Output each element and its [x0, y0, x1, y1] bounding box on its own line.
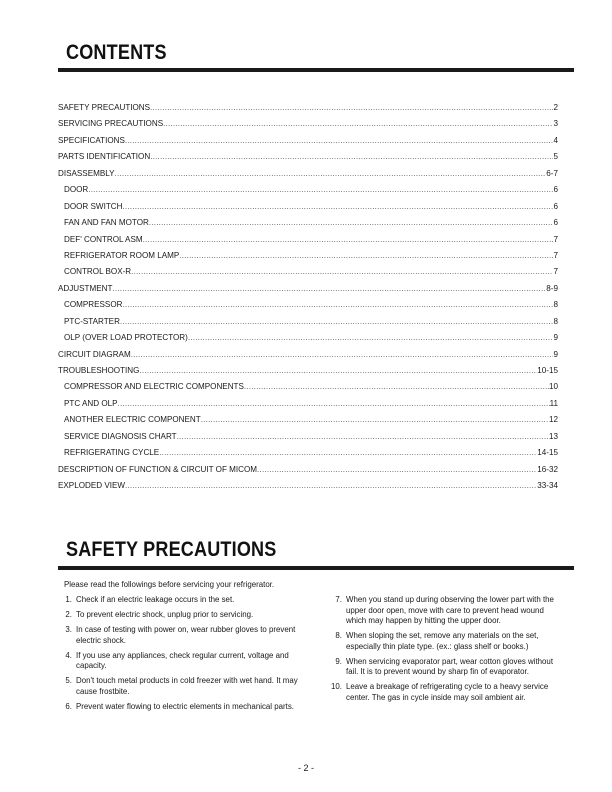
toc-entry-label: SERVICING PRECAUTIONS — [58, 119, 164, 129]
toc-subentry[interactable] — [58, 199, 558, 215]
safety-item-text: Check if an electric leakage occurs in the set. — [76, 595, 235, 604]
toc-entry-page: 6 — [553, 218, 558, 228]
safety-item-number: 9. — [335, 656, 342, 666]
safety-item — [326, 682, 566, 703]
toc-entry-page: 3 — [553, 119, 558, 129]
toc-entry-page: 8 — [553, 300, 558, 310]
toc-leader-dots — [201, 412, 549, 428]
toc-leader-dots — [244, 379, 549, 395]
safety-item-number: 3. — [65, 624, 72, 634]
toc-entry[interactable] — [58, 363, 558, 379]
toc-leader-dots — [125, 133, 554, 149]
toc-subentry[interactable] — [58, 396, 558, 412]
toc-entry-label: PTC AND OLP — [64, 398, 118, 408]
toc-leader-dots — [149, 215, 554, 231]
safety-item-number: 2. — [65, 609, 72, 619]
toc-subentry[interactable] — [58, 445, 558, 461]
toc-entry[interactable] — [58, 100, 558, 116]
toc-entry-page: 10-15 — [537, 366, 558, 375]
safety-item-number: 4. — [65, 650, 72, 660]
toc-subentry[interactable] — [58, 232, 558, 248]
toc-entry-label: FAN AND FAN MOTOR — [64, 218, 149, 228]
toc-entry-page: 9 — [553, 349, 558, 359]
toc-entry[interactable] — [58, 478, 558, 494]
safety-item-text: When servicing evaporator part, wear cotton gloves without fail. It is to prevent wound by sharp fin of evaporator. — [346, 656, 554, 677]
toc-entry[interactable] — [58, 149, 558, 165]
toc-entry-label: ADJUSTMENT — [58, 283, 113, 293]
table-of-contents — [58, 100, 558, 495]
toc-leader-dots — [115, 166, 547, 182]
toc-leader-dots — [143, 232, 554, 248]
toc-entry[interactable] — [58, 462, 558, 478]
toc-leader-dots — [163, 116, 553, 132]
toc-entry-page: 6-7 — [546, 168, 558, 178]
safety-list-left — [64, 595, 312, 717]
toc-entry-label: DOOR SWITCH — [64, 201, 123, 211]
contents-rule — [58, 68, 574, 72]
toc-entry-label: PARTS IDENTIFICATION — [58, 152, 151, 162]
toc-entry-label: COMPRESSOR AND ELECTRIC COMPONENTS — [64, 382, 244, 392]
toc-entry-page: 8 — [553, 316, 558, 326]
toc-subentry[interactable] — [58, 429, 558, 445]
toc-entry-page: 7 — [553, 234, 558, 244]
safety-rule — [58, 566, 574, 570]
safety-item-number: 10. — [331, 682, 342, 692]
toc-entry-page: 8-9 — [546, 283, 558, 293]
toc-entry[interactable] — [58, 133, 558, 149]
toc-leader-dots — [131, 347, 554, 363]
toc-leader-dots — [125, 478, 537, 494]
safety-item-number: 6. — [65, 701, 72, 711]
safety-item-number: 8. — [335, 631, 342, 641]
toc-subentry[interactable] — [58, 215, 558, 231]
safety-item-text: When you stand up during observing the lower part with the upper door open, move with care to prevent head wound which may happen by hitting the upper door. — [346, 595, 554, 626]
toc-entry-page: 7 — [553, 250, 558, 260]
safety-item-number: 5. — [65, 676, 72, 686]
safety-item-text: If you use any appliances, check regular current, voltage and capacity. — [76, 650, 289, 671]
toc-leader-dots — [257, 462, 537, 478]
toc-subentry[interactable] — [58, 248, 558, 264]
toc-subentry[interactable] — [58, 264, 558, 280]
toc-entry-page: 12 — [548, 415, 558, 425]
toc-leader-dots — [150, 149, 553, 165]
toc-leader-dots — [112, 281, 546, 297]
toc-leader-dots — [159, 445, 537, 461]
toc-subentry[interactable] — [58, 330, 558, 346]
toc-entry-label: DESCRIPTION OF FUNCTION & CIRCUIT OF MICOM — [58, 464, 258, 474]
toc-entry-label: OLP (OVER LOAD PROTECTOR) — [64, 333, 188, 343]
safety-item-number: 7. — [335, 595, 342, 604]
safety-item — [326, 657, 566, 678]
safety-item-text: When sloping the set, remove any materials on the set, especially thin plate type. (ex.: glass shelf or books.) — [346, 631, 539, 651]
toc-entry-page: 4 — [553, 135, 558, 145]
toc-subentry[interactable] — [58, 297, 558, 313]
toc-leader-dots — [188, 330, 554, 346]
safety-item-number: 1. — [65, 595, 72, 604]
safety-item — [64, 610, 312, 621]
toc-subentry[interactable] — [58, 182, 558, 198]
toc-leader-dots — [177, 429, 549, 445]
toc-entry-label: ANOTHER ELECTRIC COMPONENT — [64, 415, 201, 425]
toc-entry-label: TROUBLESHOOTING — [58, 366, 140, 375]
toc-entry-label: COMPRESSOR — [64, 300, 123, 310]
safety-item — [326, 595, 566, 627]
toc-leader-dots — [122, 297, 553, 313]
safety-item — [64, 651, 312, 672]
safety-list-right — [326, 595, 566, 708]
toc-entry-label: SERVICE DIAGNOSIS CHART — [64, 431, 177, 441]
toc-entry-label: REFRIGERATOR ROOM LAMP — [64, 250, 180, 260]
safety-item — [326, 631, 566, 652]
toc-entry-page: 6 — [553, 185, 558, 195]
safety-item — [64, 595, 312, 606]
toc-leader-dots — [179, 248, 553, 264]
toc-entry-page: 5 — [553, 152, 558, 162]
safety-item-text: To prevent electric shock, unplug prior to servicing. — [76, 609, 254, 619]
toc-leader-dots — [118, 396, 550, 412]
toc-entry-label: CONTROL BOX-R — [64, 267, 132, 277]
safety-item — [64, 676, 312, 697]
toc-leader-dots — [122, 199, 553, 215]
toc-entry-label: DOOR — [64, 185, 89, 195]
toc-leader-dots — [139, 363, 537, 379]
safety-item-text: Don't touch metal products in cold freezer with wet hand. It may cause frostbite. — [76, 676, 298, 696]
toc-entry-page: 2 — [553, 103, 558, 112]
toc-leader-dots — [88, 182, 553, 198]
safety-intro: Please read the followings before servicing your refrigerator. — [64, 580, 275, 589]
toc-entry[interactable] — [58, 281, 558, 297]
safety-item-text: Leave a breakage of refrigerating cycle to a heavy service center. The gas in cycle inside may soil ambient air. — [346, 682, 549, 702]
contents-heading: CONTENTS — [66, 41, 167, 64]
toc-entry-label: REFRIGERATING CYCLE — [64, 448, 160, 458]
safety-item-text: Prevent water flowing to electric elements in mechanical parts. — [76, 701, 294, 711]
toc-entry[interactable] — [58, 166, 558, 182]
toc-entry-page: 10 — [548, 382, 558, 392]
page-number: - 2 - — [297, 763, 314, 773]
toc-entry-label: SAFETY PRECAUTIONS — [58, 103, 151, 112]
toc-entry[interactable] — [58, 347, 558, 363]
toc-entry-label: DEF' CONTROL ASM — [64, 234, 143, 244]
toc-entry-page: 16-32 — [537, 464, 558, 474]
safety-item — [64, 702, 312, 713]
toc-entry[interactable] — [58, 116, 558, 132]
safety-heading: SAFETY PRECAUTIONS — [66, 538, 277, 561]
toc-entry-page: 7 — [553, 267, 558, 277]
toc-entry-page: 9 — [553, 333, 558, 343]
toc-entry-label: DISASSEMBLY — [58, 168, 115, 178]
toc-entry-page: 6 — [553, 201, 558, 211]
toc-entry-label: EXPLODED VIEW — [58, 481, 126, 491]
toc-entry-page: 33-34 — [537, 481, 558, 491]
safety-item-text: In case of testing with power on, wear rubber gloves to prevent electric shock. — [76, 624, 296, 645]
toc-entry-page: 14-15 — [537, 448, 558, 458]
toc-leader-dots — [120, 314, 554, 330]
toc-entry-page: 13 — [548, 431, 558, 441]
toc-subentry[interactable] — [58, 379, 558, 395]
toc-entry-page: 11 — [549, 398, 558, 408]
toc-leader-dots — [150, 100, 553, 116]
toc-subentry[interactable] — [58, 314, 558, 330]
toc-entry-label: SPECIFICATIONS — [58, 135, 125, 145]
safety-item — [64, 625, 312, 646]
toc-leader-dots — [131, 264, 553, 280]
toc-subentry[interactable] — [58, 412, 558, 428]
toc-entry-label: CIRCUIT DIAGRAM — [58, 349, 131, 359]
toc-entry-label: PTC-STARTER — [64, 316, 120, 326]
